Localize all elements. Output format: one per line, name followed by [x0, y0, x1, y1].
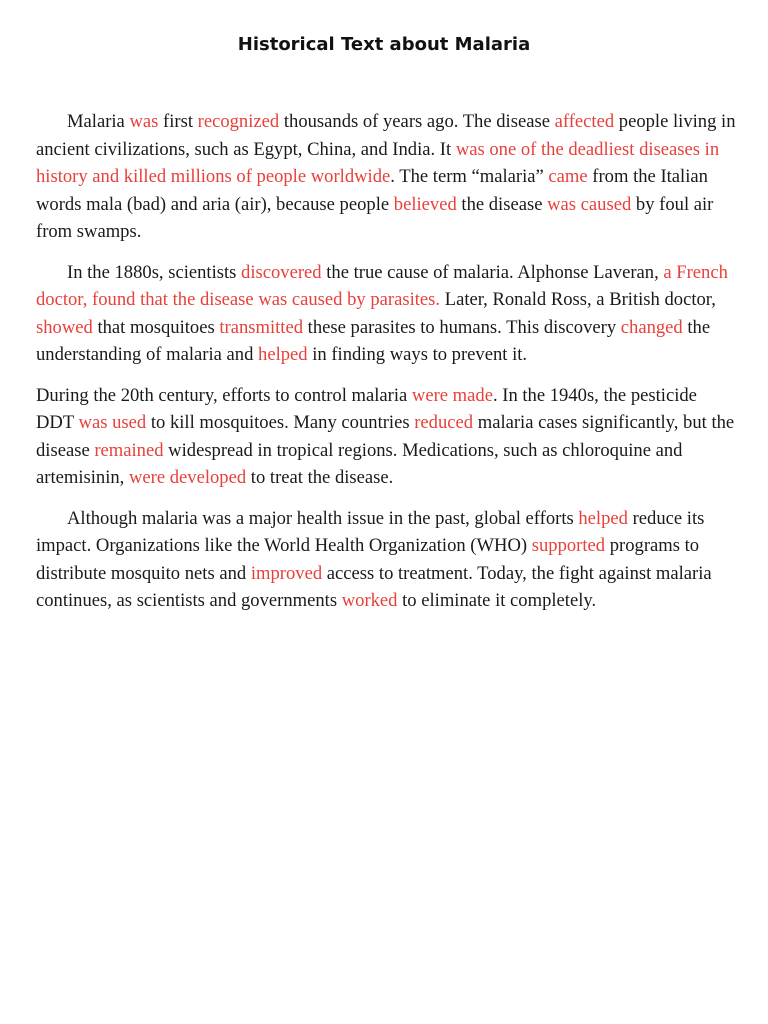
body-text-segment: widespread in tropical regions. Medications, such as chloroquine and artemisinin, [36, 439, 683, 488]
paragraph-2 [36, 259, 736, 369]
highlighted-text: helped [258, 344, 308, 365]
highlighted-text: came [548, 166, 588, 187]
highlighted-text: reduced [414, 412, 474, 433]
highlighted-text: helped [578, 507, 628, 529]
highlighted-text: supported [531, 535, 606, 556]
body-text-segment: . In the 1940s, the pesticide DDT [36, 384, 697, 433]
paragraph-1 [36, 108, 736, 246]
body-text-segment: first [158, 111, 198, 132]
highlighted-text: showed [36, 316, 93, 338]
highlighted-text: were developed [128, 467, 247, 488]
highlighted-text: improved [250, 562, 323, 584]
body-text-segment: the understanding of malaria and [36, 316, 711, 365]
highlighted-text: were made [411, 384, 493, 406]
body-text-segment: people living in ancient civilizations, such as Egypt, China, and India. It [36, 111, 736, 160]
body-text-segment: access to treatment. Today, the fight against malaria continues, as scientists and governments [36, 562, 712, 611]
body-text-segment: reduce its impact. Organizations like the World Health Organization (WHO) [36, 507, 705, 556]
highlighted-text: affected [554, 111, 615, 132]
highlighted-text: remained [94, 439, 164, 461]
body-text-segment: to eliminate it completely. [397, 590, 597, 611]
highlighted-text: recognized [197, 111, 280, 132]
body-text-segment: these parasites to humans. This discovery [303, 316, 621, 338]
body-text-segment: In the 1880s, scientists [67, 261, 242, 283]
body-text-segment: in finding ways to prevent it. [307, 344, 528, 365]
highlighted-text: was caused [547, 193, 632, 215]
paragraph-4 [36, 505, 736, 615]
page-title: Historical Text about Malaria [237, 34, 531, 55]
body-text-segment: . The term “malaria” [390, 166, 549, 187]
highlighted-text: was used [78, 412, 147, 433]
body-text-segment: the true cause of malaria. Alphonse Laveran, [321, 261, 664, 283]
body-text-segment: During the 20th century, efforts to control malaria [36, 384, 412, 406]
highlighted-text: discovered [241, 261, 322, 283]
body-text-segment: thousands of years ago. The disease [279, 111, 555, 132]
body-text-segment: by foul air from swamps. [36, 193, 714, 242]
highlighted-text: changed [620, 316, 683, 338]
body-text-segment: to treat the disease. [246, 467, 394, 488]
body-text-segment: programs to distribute mosquito nets and [36, 535, 700, 584]
highlighted-text: transmitted [219, 316, 304, 338]
paragraph-3 [36, 382, 736, 492]
document-body [36, 108, 736, 628]
highlighted-text: worked [341, 590, 398, 611]
body-text-segment: Malaria [67, 111, 130, 132]
highlighted-text: was [129, 111, 159, 132]
body-text-segment: malaria cases significantly, but the disease [36, 412, 735, 461]
body-text-segment: from the Italian words mala (bad) and aria (air), because people [36, 166, 708, 215]
body-text-segment: Although malaria was a major health issue in the past, global efforts [67, 507, 579, 529]
body-text-segment: Later, Ronald Ross, a British doctor, [440, 289, 716, 310]
body-text-segment: that mosquitoes [92, 316, 220, 338]
body-text-segment: the disease [456, 193, 548, 215]
highlighted-text: a French doctor, found that the disease was caused by parasites. [36, 261, 728, 310]
highlighted-text: believed [393, 193, 457, 215]
highlighted-text: was one of the deadliest diseases in history and killed millions of people worldwide [36, 138, 720, 187]
body-text-segment: to kill mosquitoes. Many countries [146, 412, 415, 433]
